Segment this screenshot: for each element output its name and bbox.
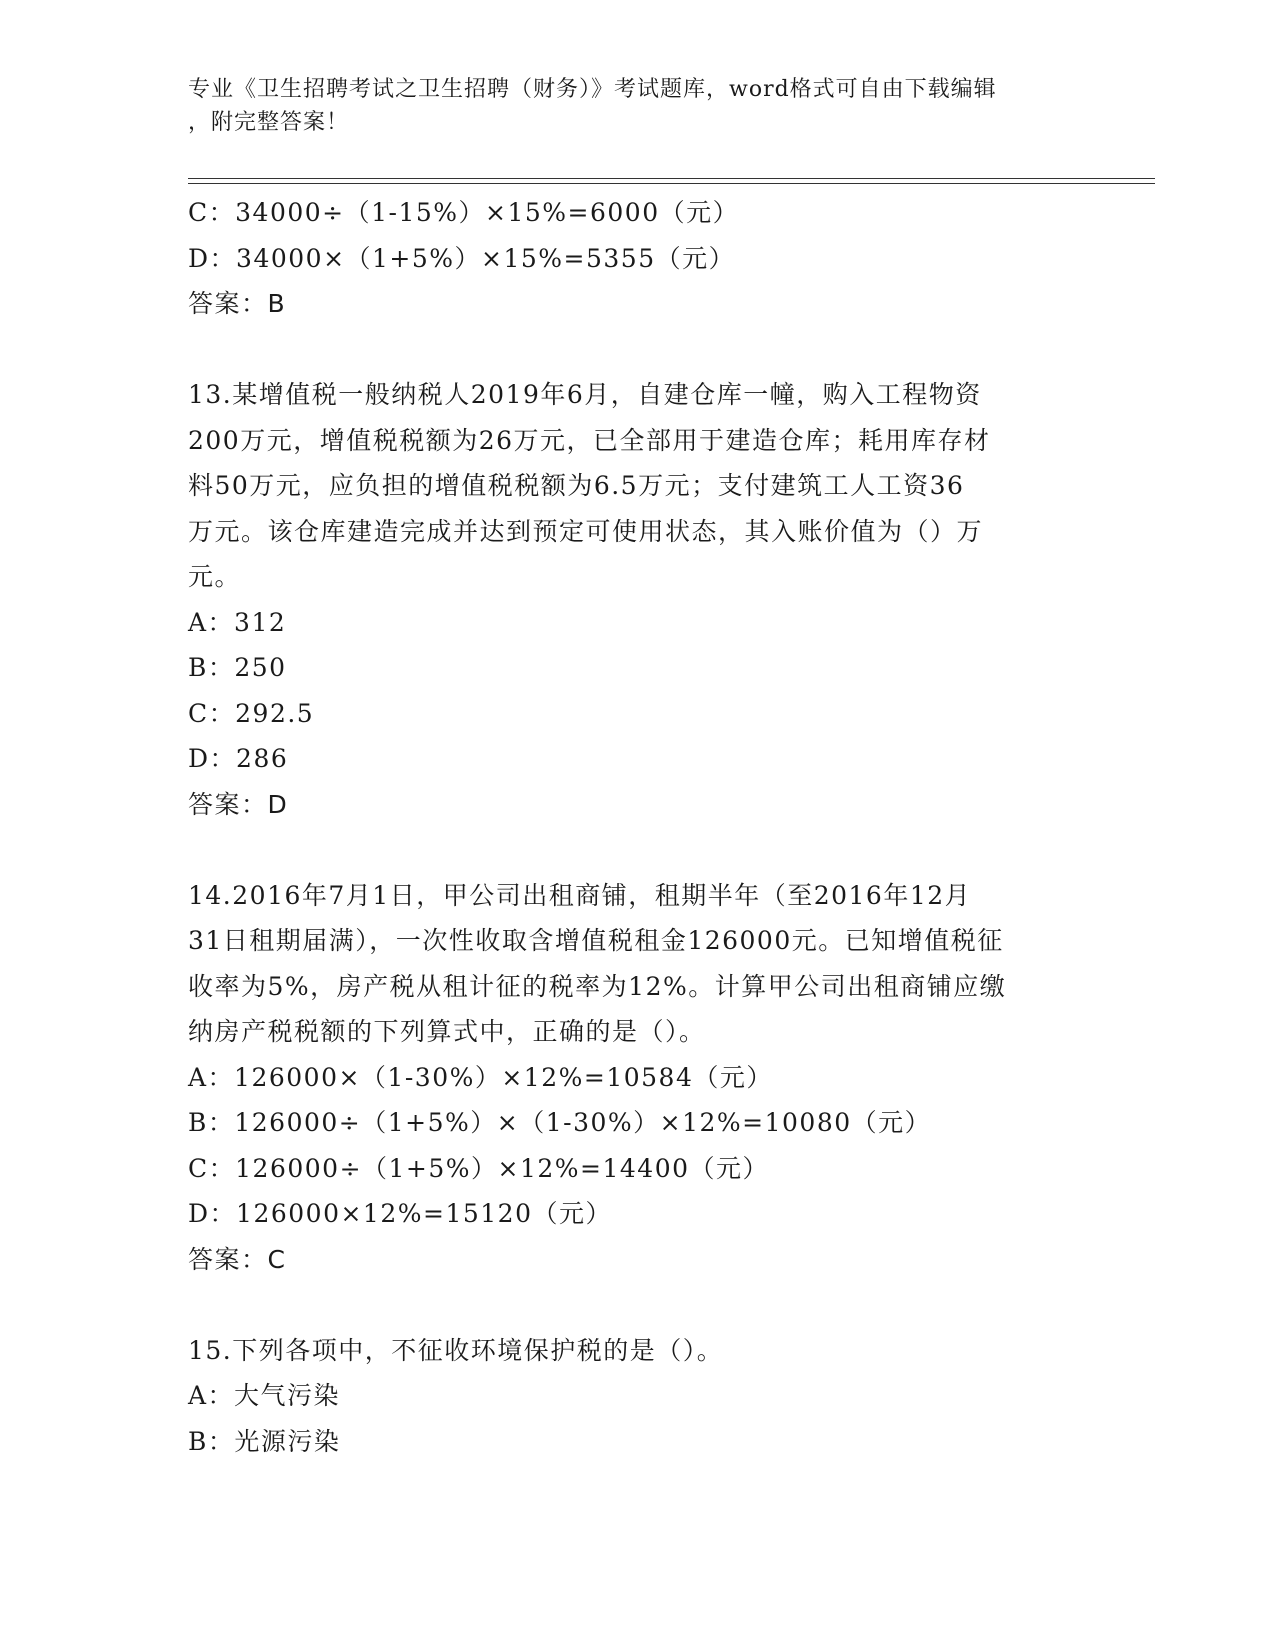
document-header — [188, 73, 1068, 139]
answer-label: 答案：D — [188, 789, 289, 819]
question-stem-line: 15.下列各项中，不征收环境保护税的是（）。 — [188, 1335, 724, 1365]
question-12-tail — [188, 190, 1088, 327]
question-stem-line: 料50万元，应负担的增值税税额为6.5万元；支付建筑工人工资36 — [188, 471, 965, 500]
header-line-2: ，附完整答案！ — [188, 110, 350, 135]
question-stem-line: 200万元，增值税税额为26万元，已全部用于建造仓库；耗用库存材 — [188, 425, 991, 455]
header-divider-top — [188, 178, 1155, 179]
option-a: A：大气污染 — [188, 1381, 341, 1410]
option-b: B：光源污染 — [188, 1426, 341, 1456]
option-d: D：126000×12%=15120（元） — [188, 1199, 612, 1228]
question-stem-line: 万元。该仓库建造完成并达到预定可使用状态，其入账价值为（）万 — [188, 516, 984, 546]
header-divider-bottom — [188, 183, 1155, 184]
question-stem-line: 31日租期届满），一次性收取含增值税租金126000元。已知增值税征 — [188, 926, 1004, 955]
question-13 — [188, 372, 1088, 827]
option-c: C：292.5 — [188, 698, 315, 728]
spacer — [188, 1282, 1088, 1328]
question-stem-line: 元。 — [188, 562, 242, 591]
spacer — [188, 327, 1088, 373]
option-d: D：286 — [188, 744, 289, 773]
header-line-1: 专业《卫生招聘考试之卫生招聘（财务）》考试题库，word格式可自由下载编辑 — [188, 77, 997, 102]
answer-label: 答案：C — [188, 1244, 287, 1274]
question-stem-line: 14.2016年7月1日，甲公司出租商铺，租期半年（至2016年12月 — [188, 880, 972, 910]
option-b: B：250 — [188, 653, 287, 682]
option-c: C：126000÷（1+5%）×12%=14400（元） — [188, 1153, 770, 1183]
option-a: A：126000×（1-30%）×12%=10584（元） — [188, 1062, 773, 1092]
question-15 — [188, 1328, 1088, 1465]
option-a: A：312 — [188, 607, 287, 637]
question-stem-line: 收率为5%，房产税从租计征的税率为12%。计算甲公司出租商铺应缴 — [188, 971, 1007, 1001]
spacer — [188, 827, 1088, 873]
option-b: B：126000÷（1+5%）×（1-30%）×12%=10080（元） — [188, 1108, 932, 1137]
question-stem-line: 纳房产税税额的下列算式中，正确的是（）。 — [188, 1017, 706, 1046]
question-14 — [188, 873, 1088, 1283]
document-body — [188, 190, 1088, 1464]
question-stem-line: 13.某增值税一般纳税人2019年6月，自建仓库一幢，购入工程物资 — [188, 380, 982, 409]
option-d: D：34000×（1+5%）×15%=5355（元） — [188, 243, 736, 273]
answer-label: 答案：B — [188, 289, 287, 318]
option-c: C：34000÷（1-15%）×15%=6000（元） — [188, 198, 740, 227]
